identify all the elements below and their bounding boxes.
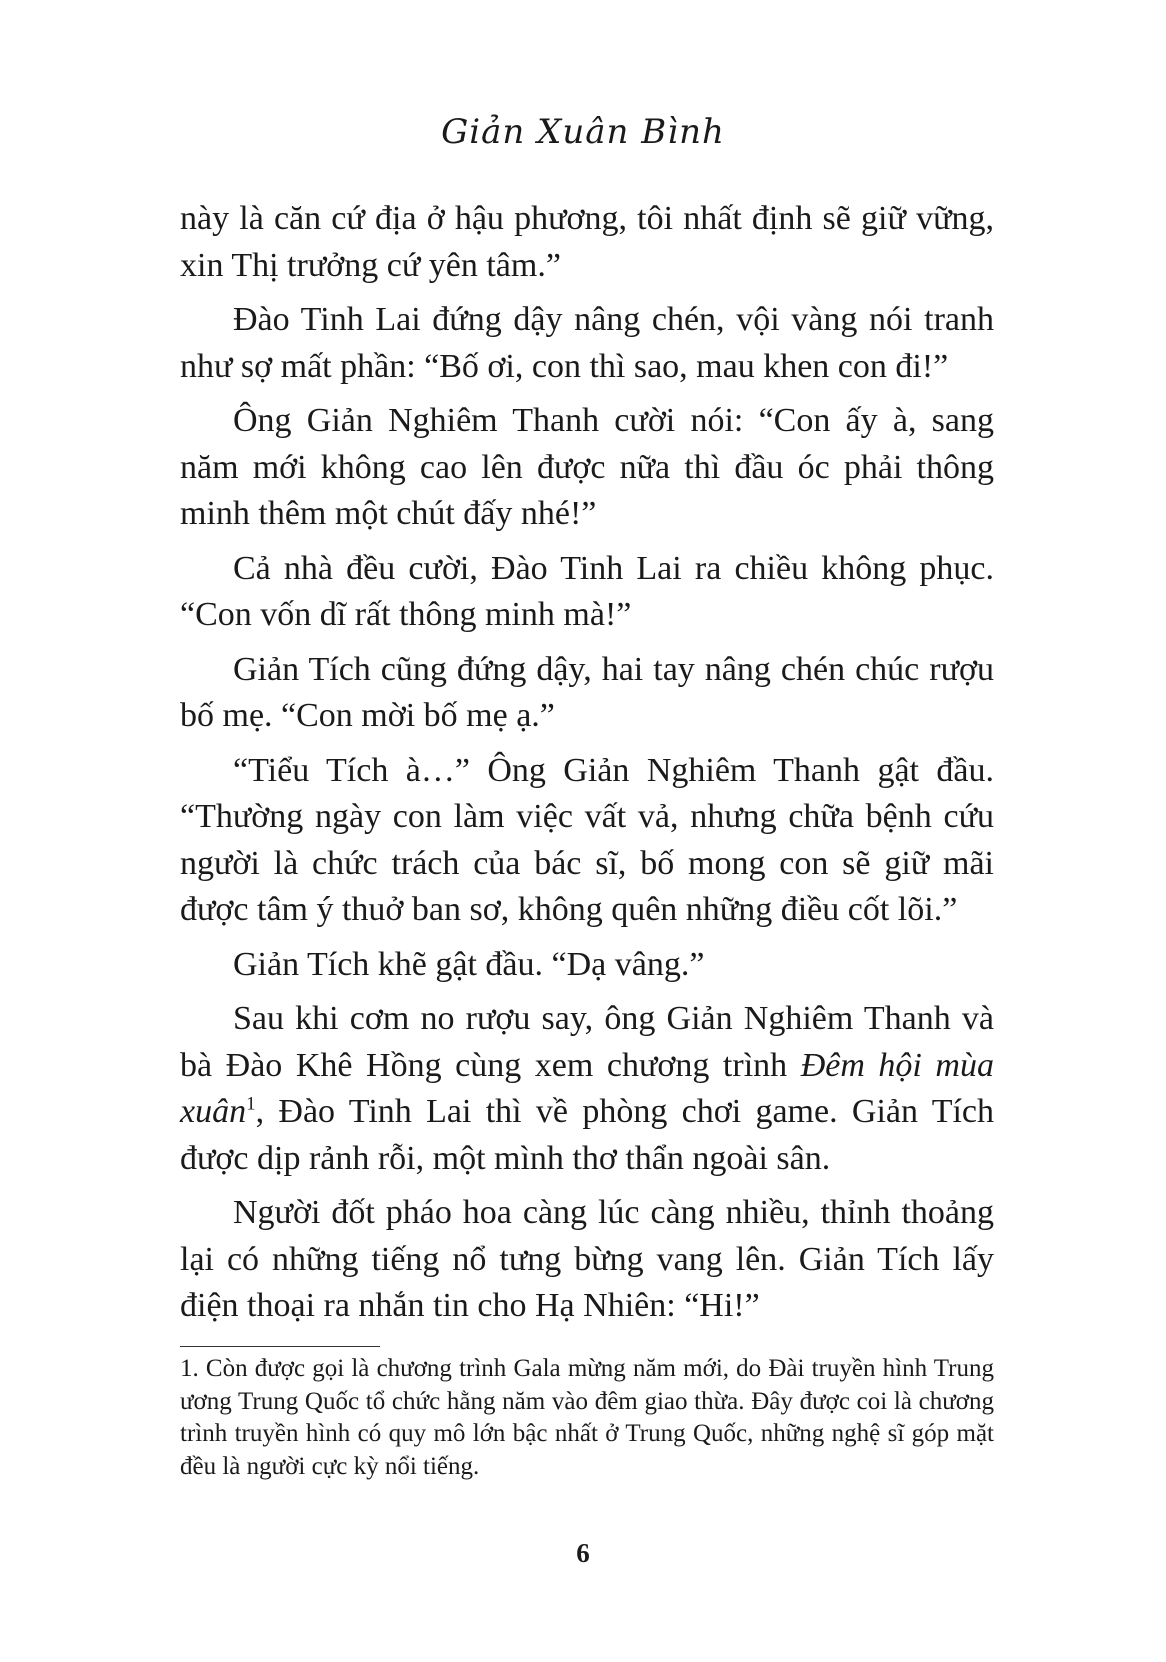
footnote-text: 1. Còn được gọi là chương trình Gala mừng năm mới, do Đài truyền hình Trung ương Trung Quốc tổ chức hằng năm vào đêm giao thừa. Đây được coi là chương trình truyền hình có quy mô lớn bậc nhất ở Trung Quốc, những nghệ sĩ góp mặt đều là người cực kỳ nổi tiếng.	[180, 1355, 994, 1480]
footnote-divider	[180, 1346, 380, 1347]
footnote	[180, 1353, 994, 1483]
paragraph: Cả nhà đều cười, Đào Tinh Lai ra chiều không phục. “Con vốn dĩ rất thông minh mà!”	[180, 549, 994, 633]
paragraph: “Tiểu Tích à…” Ông Giản Nghiêm Thanh gật đầu. “Thường ngày con làm việc vất vả, nhưng chữa bệnh cứu người là chức trách của bác sĩ, bố mong con sẽ giữ mãi được tâm ý thuở ban sơ, không quên những điều cốt lõi.”	[180, 751, 994, 928]
paragraph: Ông Giản Nghiêm Thanh cười nói: “Con ấy à, sang năm mới không cao lên được nữa thì đầu óc phải thông minh thêm một chút đấy nhé!”	[180, 402, 994, 532]
running-head-author: Giản Xuân Bình	[441, 112, 725, 152]
paragraph	[180, 996, 994, 1182]
paragraph-text: , Đào Tinh Lai thì về phòng chơi game. Giản Tích được dịp rảnh rỗi, một mình thơ thẩn ngoài sân.	[180, 1093, 994, 1177]
paragraph: Giản Tích khẽ gật đầu. “Dạ vâng.”	[233, 945, 705, 983]
paragraph-text: Sau khi cơm no rượu say, ông Giản Nghiêm Thanh và bà Đào Khê Hồng cùng xem chương trình	[180, 1000, 994, 1084]
paragraph: này là căn cứ địa ở hậu phương, tôi nhất định sẽ giữ vững, xin Thị trưởng cứ yên tâm.”	[180, 200, 994, 284]
paragraph: Giản Tích cũng đứng dậy, hai tay nâng chén chúc rượu bố mẹ. “Con mời bố mẹ ạ.”	[180, 650, 994, 734]
program-title: Đêm hội mùa xuân	[180, 1046, 994, 1130]
paragraph: Người đốt pháo hoa càng lúc càng nhiều, thỉnh thoảng lại có những tiếng nổ tưng bừng vang lên. Giản Tích lấy điện thoại ra nhắn tin cho Hạ Nhiên: “Hi!”	[180, 1194, 994, 1324]
footnote-reference: 1	[246, 1093, 256, 1115]
paragraph: Đào Tinh Lai đứng dậy nâng chén, vội vàng nói tranh như sợ mất phần: “Bố ơi, con thì sao, mau khen con đi!”	[180, 301, 994, 385]
body-text	[180, 196, 994, 1338]
page-number: 6	[576, 1538, 590, 1568]
